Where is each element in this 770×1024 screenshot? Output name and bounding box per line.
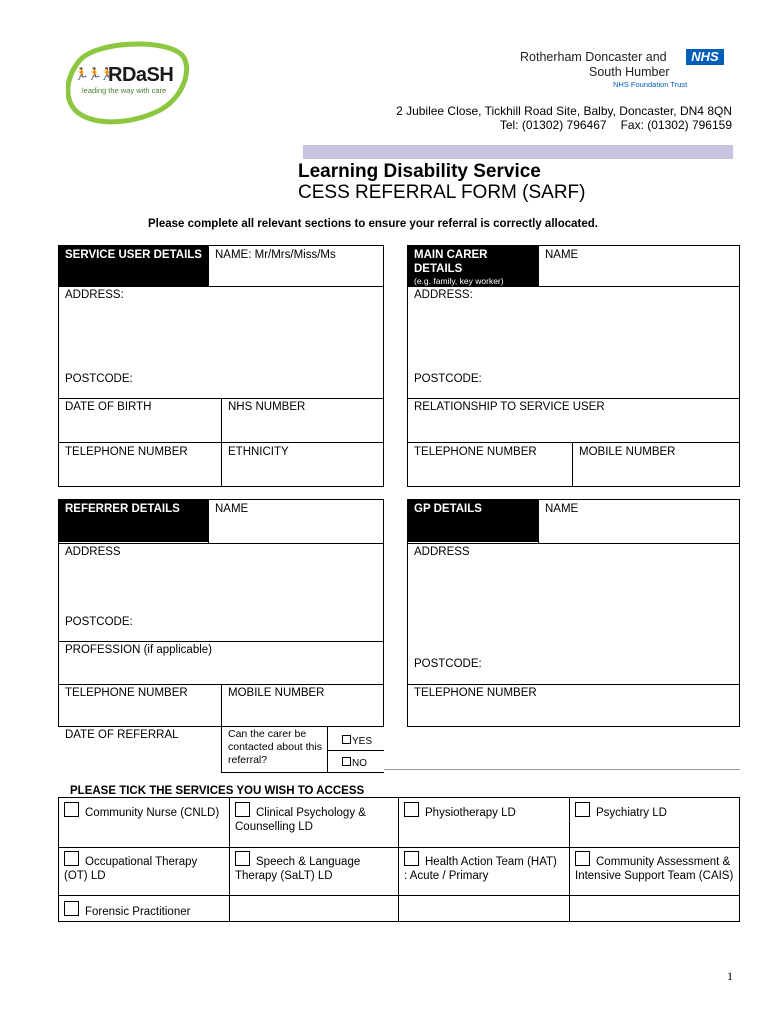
gp-postcode-field[interactable]: POSTCODE:: [414, 658, 482, 670]
service-user-postcode-field[interactable]: POSTCODE:: [65, 373, 133, 385]
contact-no-option[interactable]: [342, 757, 367, 770]
service-user-name-field[interactable]: NAME: Mr/Mrs/Miss/Ms: [215, 249, 336, 261]
logo-tagline: leading the way with care: [82, 86, 167, 95]
service-label: Clinical Psychology & Counselling LD: [235, 807, 366, 833]
service-label: Physiotherapy LD: [425, 807, 516, 819]
service-community-nurse[interactable]: [58, 799, 229, 823]
service-label: Community Assessment & Intensive Support Team (CAIS): [575, 856, 734, 882]
instruction-text: Please complete all relevant sections to ensure your referral is correctly allocated.: [148, 218, 598, 230]
service-occupational-therapy[interactable]: [58, 848, 229, 886]
gp-name-field[interactable]: NAME: [545, 503, 579, 515]
service-forensic-practitioner[interactable]: [58, 898, 229, 922]
main-carer-address-field[interactable]: ADDRESS:: [414, 289, 473, 301]
dob-field[interactable]: DATE OF BIRTH: [65, 401, 152, 413]
main-carer-postcode-field[interactable]: POSTCODE:: [414, 373, 482, 385]
main-carer-header: [408, 246, 538, 286]
service-label: Forensic Practitioner: [85, 906, 191, 918]
no-label: NO: [352, 758, 367, 769]
service-psychiatry[interactable]: [569, 799, 740, 823]
service-physiotherapy[interactable]: [398, 799, 569, 823]
referrer-mobile-field[interactable]: MOBILE NUMBER: [228, 687, 325, 699]
service-checkbox[interactable]: [64, 901, 79, 916]
trust-phone: [500, 118, 732, 132]
yes-label: YES: [352, 736, 373, 747]
service-cais[interactable]: [569, 848, 740, 886]
page-number: 1: [727, 969, 733, 983]
carer-contact-question: Can the carer be contacted about this referral?: [228, 728, 322, 766]
referrer-header: REFERRER DETAILS: [59, 500, 208, 542]
relationship-field[interactable]: RELATIONSHIP TO SERVICE USER: [414, 401, 605, 413]
service-checkbox[interactable]: [404, 802, 419, 817]
profession-field[interactable]: PROFESSION (if applicable): [65, 644, 212, 656]
ethnicity-field[interactable]: ETHNICITY: [228, 446, 289, 458]
service-checkbox[interactable]: [575, 851, 590, 866]
service-health-action-team[interactable]: [398, 848, 569, 886]
service-label: Psychiatry LD: [596, 807, 667, 819]
service-checkbox[interactable]: [64, 802, 79, 817]
service-checkbox[interactable]: [235, 851, 250, 866]
service-checkbox[interactable]: [235, 802, 250, 817]
main-carer-mobile-field[interactable]: MOBILE NUMBER: [579, 446, 676, 458]
section-divider: [384, 769, 740, 770]
tel-number: Tel: (01302) 796467: [499, 118, 607, 132]
yes-checkbox[interactable]: [342, 735, 351, 744]
form-title: CESS REFERRAL FORM (SARF): [298, 182, 586, 203]
service-label: Health Action Team (HAT) : Acute / Primary: [404, 856, 557, 882]
org-subtitle: NHS Foundation Trust: [613, 80, 688, 89]
trust-address: 2 Jubilee Close, Tickhill Road Site, Balby, Doncaster, DN4 8QN: [396, 104, 732, 118]
main-carer-name-field[interactable]: NAME: [545, 249, 579, 261]
nhs-number-field[interactable]: NHS NUMBER: [228, 401, 306, 413]
title-banner: [303, 145, 733, 159]
main-carer-telephone-field[interactable]: TELEPHONE NUMBER: [414, 446, 537, 458]
org-name-line2: South Humber: [589, 65, 670, 79]
no-checkbox[interactable]: [342, 757, 351, 766]
service-checkbox[interactable]: [575, 802, 590, 817]
nhs-logo: NHS: [686, 49, 724, 65]
referrer-telephone-field[interactable]: TELEPHONE NUMBER: [65, 687, 188, 699]
service-user-address-field[interactable]: ADDRESS:: [65, 289, 124, 301]
service-user-telephone-field[interactable]: TELEPHONE NUMBER: [65, 446, 188, 458]
logo-figures-icon: 🏃🏃🏃: [74, 67, 113, 81]
service-checkbox[interactable]: [64, 851, 79, 866]
service-label: Speech & Language Therapy (SaLT) LD: [235, 856, 361, 882]
fax-number: Fax: (01302) 796159: [620, 118, 732, 132]
rdash-logo: [66, 40, 190, 126]
contact-yes-option[interactable]: [342, 735, 372, 748]
main-carer-title: MAIN CARER DETAILS: [414, 249, 488, 275]
org-name-line1: Rotherham Doncaster and: [520, 50, 667, 64]
gp-telephone-field[interactable]: TELEPHONE NUMBER: [414, 687, 537, 699]
service-label: Community Nurse (CNLD): [85, 807, 220, 819]
referrer-address-field[interactable]: ADDRESS: [65, 546, 121, 558]
service-user-header: SERVICE USER DETAILS: [59, 246, 208, 286]
page-title: Learning Disability Service: [298, 161, 541, 182]
referrer-postcode-field[interactable]: POSTCODE:: [65, 616, 133, 628]
service-clinical-psychology[interactable]: [229, 799, 398, 837]
service-checkbox[interactable]: [404, 851, 419, 866]
logo-text: RDaSH: [108, 64, 174, 86]
referrer-name-field[interactable]: NAME: [215, 503, 249, 515]
gp-address-field[interactable]: ADDRESS: [414, 546, 470, 558]
service-label: Occupational Therapy (OT) LD: [64, 856, 198, 882]
services-heading: PLEASE TICK THE SERVICES YOU WISH TO ACCESS: [70, 785, 365, 797]
gp-header: GP DETAILS: [408, 500, 538, 542]
service-speech-language[interactable]: [229, 848, 398, 886]
main-carer-subtitle: (e.g. family, key worker): [414, 276, 504, 286]
date-of-referral-field[interactable]: DATE OF REFERRAL: [65, 729, 179, 741]
